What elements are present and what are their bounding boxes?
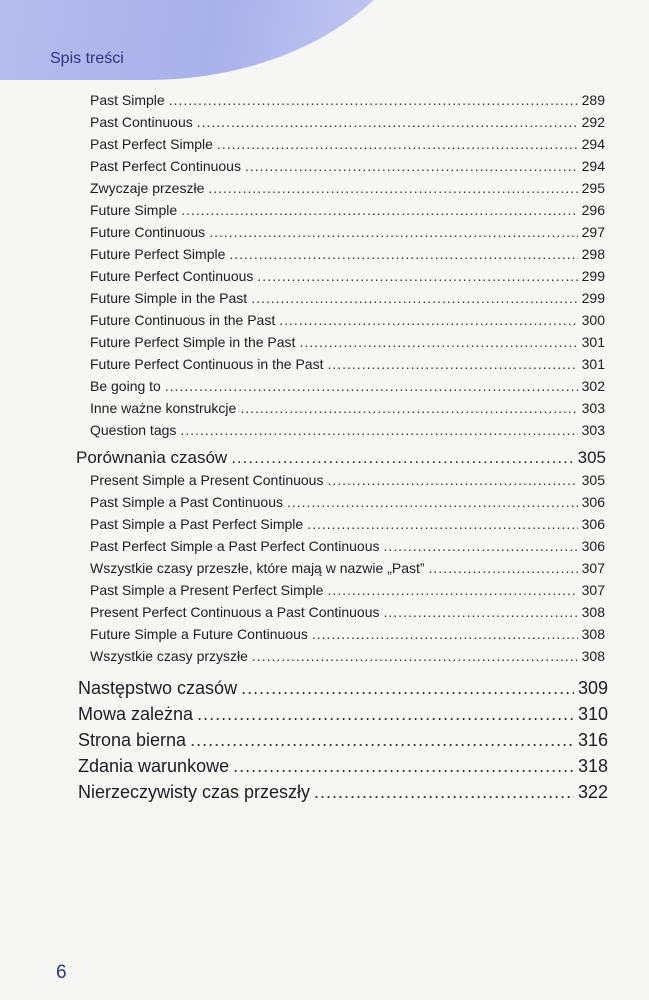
toc-leader bbox=[180, 422, 577, 438]
toc-entry-label: Past Continuous bbox=[90, 114, 193, 130]
toc-chapter-label: Następstwo czasów bbox=[78, 678, 238, 698]
toc-leader bbox=[245, 158, 578, 174]
toc-entry[interactable] bbox=[90, 268, 605, 284]
toc-entry-label: Wszystkie czasy przeszłe, które mają w nazwie „Past” bbox=[90, 560, 425, 576]
toc-chapter-page: 316 bbox=[577, 730, 608, 750]
toc-leader bbox=[190, 730, 574, 751]
toc-section-entry[interactable] bbox=[76, 448, 606, 468]
toc-leader bbox=[197, 114, 578, 130]
toc-leader bbox=[181, 202, 577, 218]
toc-entry-label: Future Perfect Simple bbox=[90, 246, 226, 262]
toc-entry[interactable] bbox=[90, 472, 605, 488]
toc-entry[interactable] bbox=[90, 604, 605, 620]
toc-entry-page: 306 bbox=[581, 494, 605, 510]
toc-entry-page: 307 bbox=[581, 582, 605, 598]
toc-entry-label: Future Perfect Continuous in the Past bbox=[90, 356, 324, 372]
toc-entry-page: 308 bbox=[581, 604, 605, 620]
toc-leader bbox=[287, 494, 578, 510]
toc-entry[interactable] bbox=[90, 290, 605, 306]
toc-leader bbox=[307, 516, 577, 532]
toc-entry-label: Past Simple a Past Perfect Simple bbox=[90, 516, 304, 532]
toc-leader bbox=[241, 678, 574, 699]
toc-entry-page: 303 bbox=[581, 400, 605, 416]
toc-entry-label: Future Continuous in the Past bbox=[90, 312, 276, 328]
page-header-title: Spis treści bbox=[50, 50, 124, 67]
toc-entry[interactable] bbox=[90, 422, 605, 438]
toc-entry-page: 308 bbox=[581, 648, 605, 664]
toc-leader bbox=[327, 582, 577, 598]
toc-leader bbox=[252, 648, 578, 664]
header-decoration bbox=[0, 0, 430, 80]
toc-leader bbox=[299, 334, 577, 350]
toc-leader bbox=[312, 626, 578, 642]
toc-entry-page: 306 bbox=[581, 538, 605, 554]
toc-entry[interactable] bbox=[90, 626, 605, 642]
toc-entry-label: Future Simple bbox=[90, 202, 178, 218]
toc-entry-page: 301 bbox=[581, 356, 605, 372]
toc-entry[interactable] bbox=[90, 312, 605, 328]
toc-entry[interactable] bbox=[90, 202, 605, 218]
toc-leader bbox=[314, 782, 574, 803]
toc-entry-label: Future Perfect Simple in the Past bbox=[90, 334, 296, 350]
toc-chapter-entry[interactable] bbox=[78, 730, 608, 751]
toc-entry-label: Past Simple a Past Continuous bbox=[90, 494, 283, 510]
toc-leader bbox=[209, 224, 577, 240]
toc-chapter-label: Nierzeczywisty czas przeszły bbox=[78, 782, 311, 802]
toc-chapter-page: 318 bbox=[577, 756, 608, 776]
toc-chapter-page: 310 bbox=[577, 704, 608, 724]
toc-leader bbox=[240, 400, 577, 416]
toc-entry-page: 294 bbox=[581, 136, 605, 152]
toc-entry-label: Past Simple a Present Perfect Simple bbox=[90, 582, 324, 598]
toc-leader bbox=[279, 312, 577, 328]
toc-leader bbox=[165, 378, 578, 394]
toc-entry-label: Future Simple a Future Continuous bbox=[90, 626, 308, 642]
toc-entry[interactable] bbox=[90, 648, 605, 664]
toc-leader bbox=[233, 756, 574, 777]
toc-entry[interactable] bbox=[90, 158, 605, 174]
toc-entry[interactable] bbox=[90, 378, 605, 394]
toc-entry-page: 295 bbox=[581, 180, 605, 196]
toc-leader bbox=[384, 604, 578, 620]
toc-section-page: 305 bbox=[577, 448, 606, 467]
page-number: 6 bbox=[56, 962, 67, 983]
toc-section-label: Porównania czasów bbox=[76, 448, 228, 467]
toc-entry-page: 299 bbox=[581, 268, 605, 284]
toc-entry-page: 298 bbox=[581, 246, 605, 262]
toc-leader bbox=[229, 246, 577, 262]
toc-entry-page: 305 bbox=[581, 472, 605, 488]
toc-entry-page: 294 bbox=[581, 158, 605, 174]
toc-chapter-entry[interactable] bbox=[78, 782, 608, 803]
toc-entry-page: 297 bbox=[581, 224, 605, 240]
toc-entry-page: 296 bbox=[581, 202, 605, 218]
toc-entry-page: 292 bbox=[581, 114, 605, 130]
toc-entry[interactable] bbox=[90, 92, 605, 108]
toc-entry-label: Past Simple bbox=[90, 92, 165, 108]
toc-chapter-label: Strona bierna bbox=[78, 730, 187, 750]
toc-entry-page: 306 bbox=[581, 516, 605, 532]
toc-entry[interactable] bbox=[90, 334, 605, 350]
toc-leader bbox=[169, 92, 578, 108]
toc-entry-label: Future Perfect Continuous bbox=[90, 268, 254, 284]
toc-entry-page: 303 bbox=[581, 422, 605, 438]
toc-chapter-page: 309 bbox=[577, 678, 608, 698]
toc-entry-label: Be going to bbox=[90, 378, 161, 394]
toc-leader bbox=[208, 180, 577, 196]
toc-entry-label: Wszystkie czasy przyszłe bbox=[90, 648, 248, 664]
toc-leader bbox=[257, 268, 577, 284]
toc-entry-page: 301 bbox=[581, 334, 605, 350]
toc-entry[interactable] bbox=[90, 356, 605, 372]
toc-entry-page: 289 bbox=[581, 92, 605, 108]
toc-entry[interactable] bbox=[90, 560, 605, 576]
toc-entry-label: Present Perfect Continuous a Past Continuous bbox=[90, 604, 380, 620]
toc-chapter-page: 322 bbox=[577, 782, 608, 802]
toc-entry-label: Past Perfect Simple bbox=[90, 136, 213, 152]
toc-leader bbox=[231, 448, 573, 468]
toc-entry[interactable] bbox=[90, 582, 605, 598]
toc-entry[interactable] bbox=[90, 516, 605, 532]
toc-entry-page: 307 bbox=[581, 560, 605, 576]
toc-entry[interactable] bbox=[90, 538, 605, 554]
toc-entry-page: 299 bbox=[581, 290, 605, 306]
toc-leader bbox=[383, 538, 577, 554]
toc-leader bbox=[429, 560, 578, 576]
toc-chapter-entry[interactable] bbox=[78, 756, 608, 777]
toc-entry-label: Zwyczaje przeszłe bbox=[90, 180, 205, 196]
toc-entry-page: 302 bbox=[581, 378, 605, 394]
toc-chapter-label: Zdania warunkowe bbox=[78, 756, 230, 776]
toc-entry[interactable] bbox=[90, 180, 605, 196]
toc-leader bbox=[251, 290, 577, 306]
toc-leader bbox=[327, 356, 577, 372]
toc-entry-page: 300 bbox=[581, 312, 605, 328]
toc-entry[interactable] bbox=[90, 246, 605, 262]
toc-entry[interactable] bbox=[90, 224, 605, 240]
toc-entry-label: Future Simple in the Past bbox=[90, 290, 248, 306]
toc-chapter-entry[interactable] bbox=[78, 704, 608, 725]
toc-leader bbox=[197, 704, 574, 725]
toc-entry[interactable] bbox=[90, 114, 605, 130]
toc-entry[interactable] bbox=[90, 400, 605, 416]
toc-entry[interactable] bbox=[90, 136, 605, 152]
toc-chapter-entry[interactable] bbox=[78, 678, 608, 699]
toc-entry-label: Past Perfect Continuous bbox=[90, 158, 241, 174]
toc-entry-label: Future Continuous bbox=[90, 224, 206, 240]
toc-entry-label: Inne ważne konstrukcje bbox=[90, 400, 237, 416]
toc-leader bbox=[217, 136, 578, 152]
toc-entry-label: Present Simple a Present Continuous bbox=[90, 472, 324, 488]
toc-leader bbox=[327, 472, 577, 488]
toc-entry-label: Past Perfect Simple a Past Perfect Continuous bbox=[90, 538, 380, 554]
toc-entry-label: Question tags bbox=[90, 422, 177, 438]
toc-entry-page: 308 bbox=[581, 626, 605, 642]
toc-chapter-label: Mowa zależna bbox=[78, 704, 194, 724]
toc-entry[interactable] bbox=[90, 494, 605, 510]
